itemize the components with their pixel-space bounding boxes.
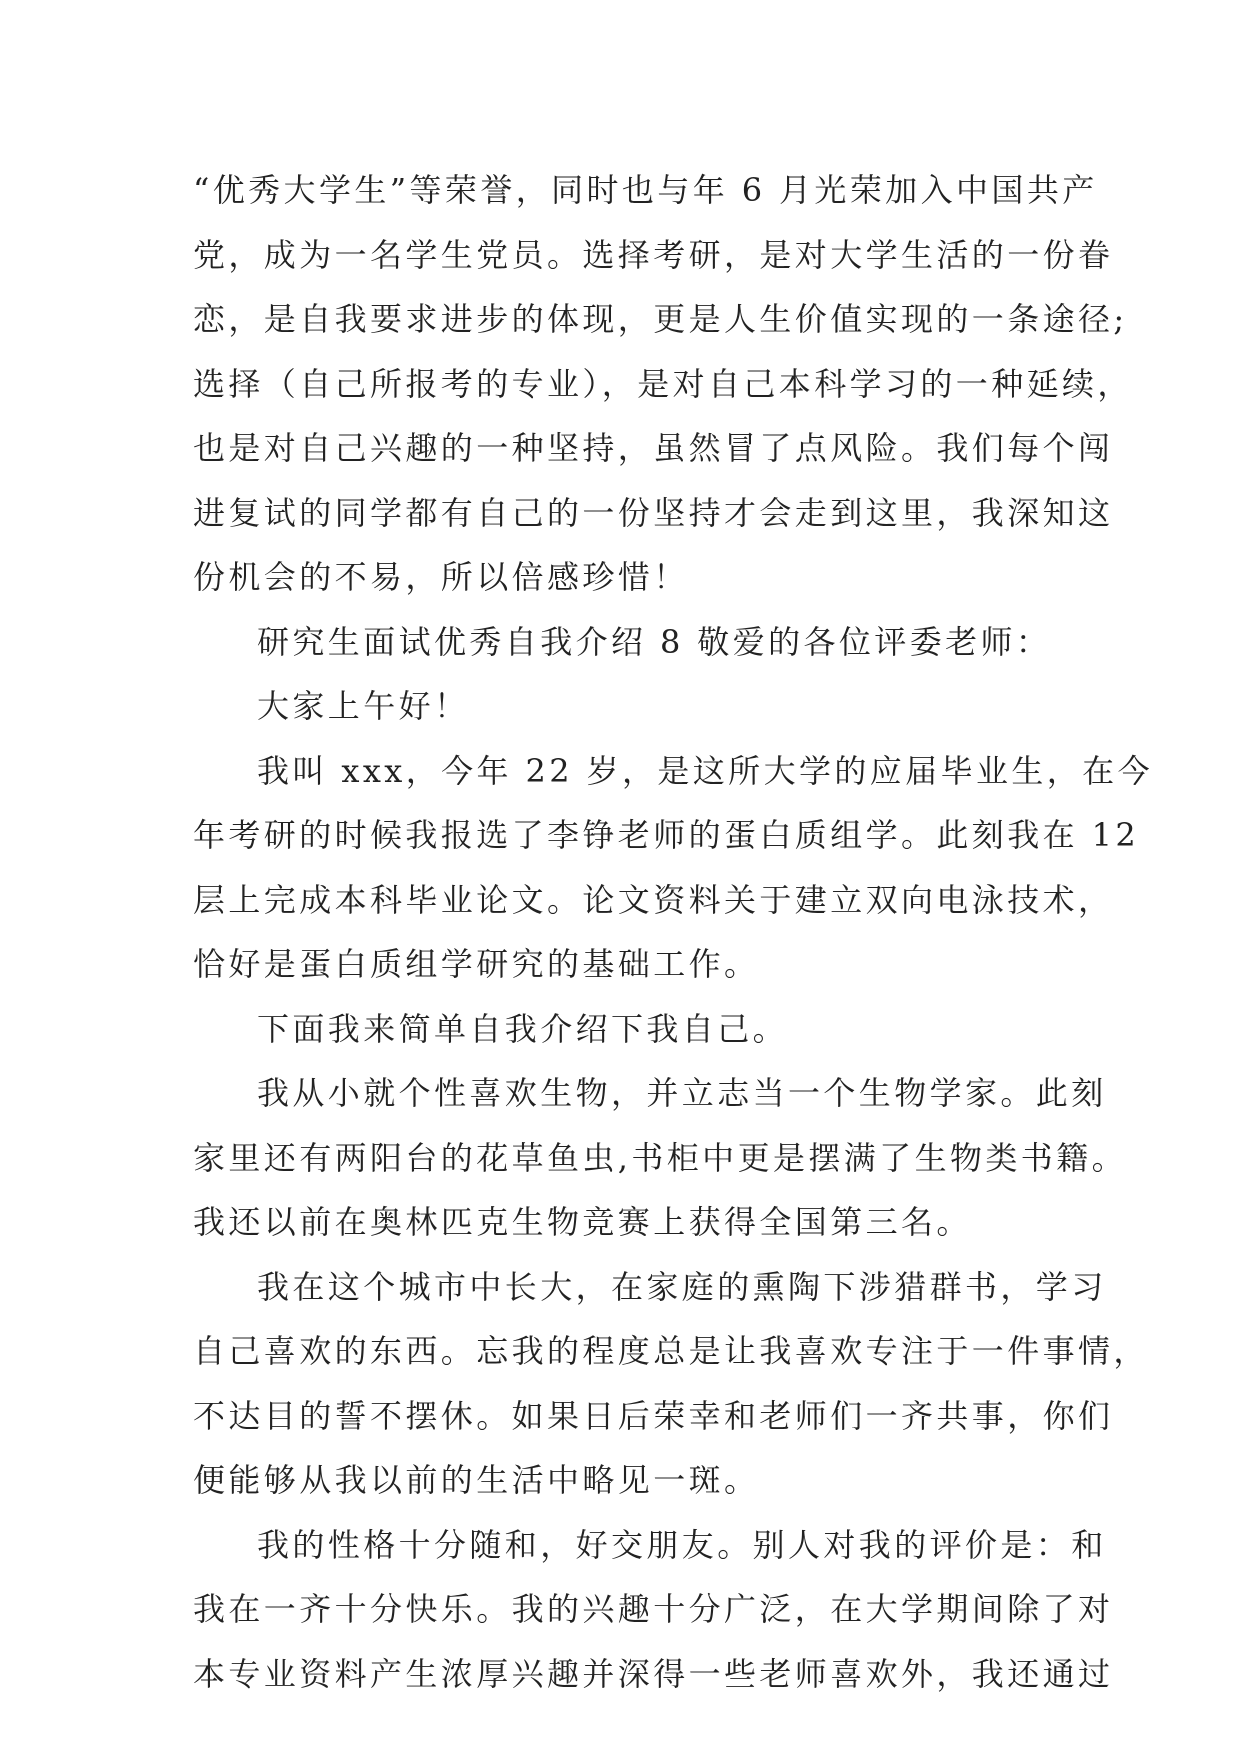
- text-line: 也是对自己兴趣的一种坚持，虽然冒了点风险。我们每个闯: [193, 429, 1114, 467]
- text-line: 选择（自己所报考的专业），是对自己本科学习的一种延续，: [193, 364, 1133, 403]
- text-line: 份机会的不易，所以倍感珍惜！: [193, 558, 689, 596]
- text-line: 便能够从我以前的生活中略见一斑。: [193, 1461, 760, 1499]
- text-line: 不达目的誓不摆休。如果日后荣幸和老师们一齐共事，你们: [193, 1396, 1114, 1435]
- section-heading-line: 研究生面试优秀自我介绍 8 敬爱的各位评委老师：: [257, 622, 1052, 661]
- text-line: 恋，是自我要求进步的体现，更是人生价值实现的一条途径;: [193, 300, 1128, 338]
- document-body: [193, 158, 1153, 1706]
- text-line: 自己喜欢的东西。忘我的程度总是让我喜欢专注于一件事情，: [193, 1332, 1149, 1370]
- paragraph-start-line: 下面我来简单自我介绍下我自己。: [257, 1009, 789, 1048]
- text-line: 年考研的时候我报选了李铮老师的蛋白质组学。此刻我在 12: [193, 816, 1140, 854]
- paragraph-start-line: 我从小就个性喜欢生物，并立志当一个生物学家。此刻: [257, 1074, 1107, 1112]
- paragraph-start-line: 我在这个城市中长大，在家庭的熏陶下涉猎群书，学习: [257, 1267, 1107, 1306]
- text-line: 恰好是蛋白质组学研究的基础工作。: [193, 945, 760, 983]
- text-line: 我还以前在奥林匹克生物竞赛上获得全国第三名。: [193, 1203, 972, 1241]
- text-line: “优秀大学生”等荣誉，同时也与年 6 月光荣加入中国共产: [193, 171, 1098, 209]
- paragraph-start-line: 我的性格十分随和，好交朋友。别人对我的评价是：和: [257, 1525, 1107, 1564]
- text-line: 家里还有两阳台的花草鱼虫,书柜中更是摆满了生物类书籍。: [193, 1138, 1127, 1177]
- text-line: 本专业资料产生浓厚兴趣并深得一些老师喜欢外，我还通过: [193, 1654, 1114, 1693]
- greeting-line: 大家上午好！: [257, 687, 470, 725]
- text-line: 党，成为一名学生党员。选择考研，是对大学生活的一份眷: [193, 235, 1114, 274]
- text-line: 层上完成本科毕业论文。论文资料关于建立双向电泳技术，: [193, 880, 1114, 919]
- paragraph-start-line: 我叫 xxx，今年 22 岁，是这所大学的应届毕业生，在今: [257, 751, 1153, 790]
- text-line: 我在一齐十分快乐。我的兴趣十分广泛，在大学期间除了对: [193, 1590, 1114, 1628]
- text-line: 进复试的同学都有自己的一份坚持才会走到这里，我深知这: [193, 493, 1114, 532]
